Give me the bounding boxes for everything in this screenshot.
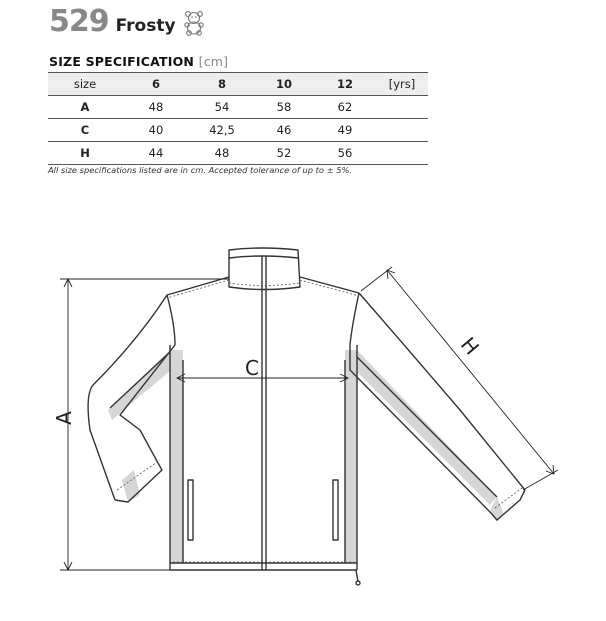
row-label: C <box>48 119 122 142</box>
tolerance-note: All size specifications listed are in cm. Accepted tolerance of up to ± 5%. <box>48 165 352 175</box>
header-10: 10 <box>254 73 314 96</box>
header-6: 6 <box>122 73 190 96</box>
dimension-label-a: A <box>52 411 76 425</box>
table-cell: 40 <box>122 119 190 142</box>
header-8: 8 <box>190 73 254 96</box>
dimension-label-c: C <box>245 356 259 380</box>
header-size: size <box>48 73 122 96</box>
table-cell: 58 <box>254 96 314 119</box>
row-label: H <box>48 142 122 165</box>
table-cell: 44 <box>122 142 190 165</box>
table-cell: 49 <box>314 119 376 142</box>
spec-unit: [cm] <box>198 54 229 69</box>
table-cell: 42,5 <box>190 119 254 142</box>
dimension-lines <box>60 267 558 570</box>
table-cell: 52 <box>254 142 314 165</box>
header-12: 12 <box>314 73 376 96</box>
row-label: A <box>48 96 122 119</box>
table-cell: 54 <box>190 96 254 119</box>
model-name: Frosty <box>115 16 176 36</box>
header-yrs: [yrs] <box>376 73 428 96</box>
table-cell: 56 <box>314 142 376 165</box>
side-panels <box>108 350 504 563</box>
jacket-outline <box>88 248 525 585</box>
table-cell: 48 <box>190 142 254 165</box>
table-cell: 62 <box>314 96 376 119</box>
table-cell: 46 <box>254 119 314 142</box>
spec-title-text: SIZE SPECIFICATION <box>49 54 195 69</box>
dimension-label-h: H <box>455 332 485 360</box>
model-number: 529 <box>49 4 109 39</box>
table-cell: 48 <box>122 96 190 119</box>
